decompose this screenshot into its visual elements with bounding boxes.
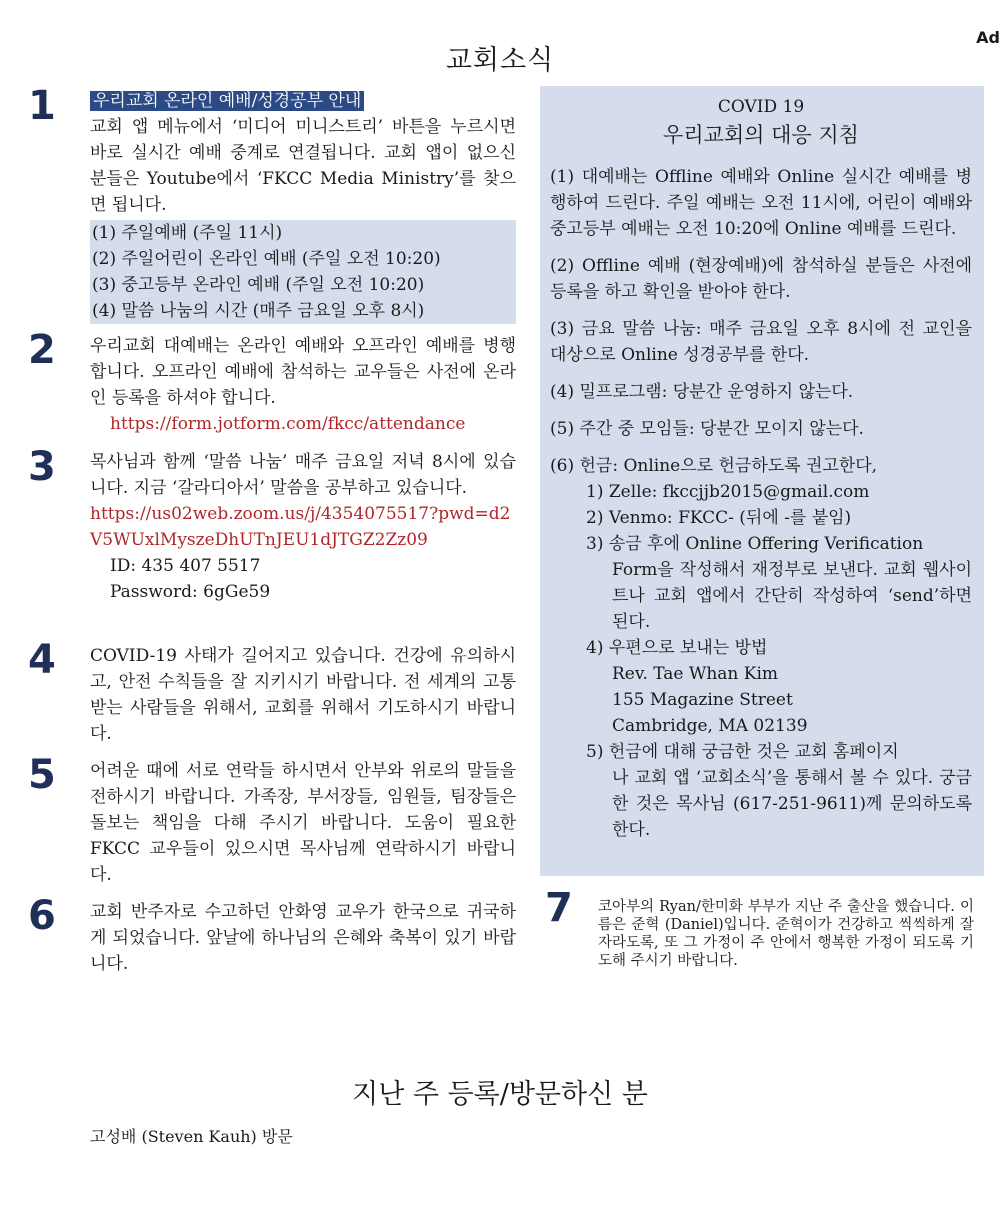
covid-item-4: (4) 밀프로그램: 당분간 운영하지 않는다. — [550, 382, 854, 402]
section-number-5: 5 — [28, 752, 56, 798]
address-city: Cambridge, MA 02139 — [612, 716, 808, 736]
corner-label: Ad — [976, 28, 1000, 47]
offering-step-3: 3) 송금 후에 Online Offering Verification — [586, 534, 924, 554]
schedule-item: (3) 중고등부 온라인 예배 (주일 오전 10:20) — [92, 275, 425, 295]
section-1 — [90, 88, 516, 324]
offering-venmo: 2) Venmo: FKCC- (뒤에 -를 붙임) — [586, 508, 852, 528]
schedule-item: (2) 주일어린이 온라인 예배 (주일 오전 10:20) — [92, 249, 441, 269]
offering-zelle: 1) Zelle: fkccjjb2015@gmail.com — [586, 482, 870, 502]
section-4 — [90, 643, 516, 747]
offering-mail: 4) 우편으로 보내는 방법 — [586, 638, 768, 658]
covid-guidelines-box — [540, 86, 984, 876]
visitors-title: 지난 주 등록/방문하신 분 — [352, 1079, 648, 1110]
section-1-schedule-list — [90, 220, 516, 324]
section-number-4: 4 — [28, 637, 56, 683]
section-number-6: 6 — [28, 893, 56, 939]
zoom-password: Password: 6gGe59 — [110, 582, 271, 602]
covid-item-3: (3) 금요 말씀 나눔: 매주 금요일 오후 8시에 전 교인을 대상으로 Online 성경공부를 한다. — [550, 319, 972, 365]
offering-questions: 5) 헌금에 대해 궁금한 것은 교회 홈페이지 — [586, 742, 899, 762]
section-7 — [598, 898, 974, 970]
zoom-id: ID: 435 407 5517 — [110, 556, 261, 576]
section-1-paragraph: 교회 앱 메뉴에서 ‘미디어 미니스트리’ 바튼을 누르시면 바로 실시간 예배 중계로 연결됩니다. 교회 앱이 없으신 분들은 Youtube에서 ‘FKCC Media Ministry’를 찾으면 됩니다. — [90, 117, 516, 215]
attendance-link[interactable]: https://form.jotform.com/fkcc/attendance — [110, 414, 466, 434]
schedule-item: (1) 주일예배 (주일 11시) — [92, 223, 283, 243]
page-title: 교회소식 — [445, 45, 555, 76]
section-6-paragraph: 교회 반주자로 수고하던 안화영 교우가 한국으로 귀국하게 되었습니다. 앞날에 하나님의 은혜와 축복이 있기 바랍니다. — [90, 902, 516, 974]
offering-step-3-detail: Form을 작성해서 재정부로 보낸다. 교회 웹사이트나 교회 앱에서 간단히 작성하여 ‘send’하면 된다. — [612, 560, 972, 632]
visitor-name: 고성배 (Steven Kauh) 방문 — [90, 1127, 293, 1146]
section-6 — [90, 899, 516, 977]
covid-item-5: (5) 주간 중 모임들: 당분간 모이지 않는다. — [550, 419, 864, 439]
section-5 — [90, 758, 516, 888]
section-number-7: 7 — [545, 885, 573, 931]
zoom-link[interactable]: https://us02web.zoom.us/j/4354075517?pwd=d2V5WUxlMyszeDhUTnJEU1dJTGZ2Zz09 — [90, 504, 511, 550]
covid-title: COVID 19 — [717, 97, 805, 117]
section-2-paragraph: 우리교회 대예배는 온라인 예배와 오프라인 예배를 병행합니다. 오프라인 예배에 참석하는 교우들은 사전에 온라인 등록을 하셔야 합니다. — [90, 336, 516, 408]
section-1-heading: 우리교회 온라인 예배/성경공부 안내 — [90, 91, 364, 111]
section-3 — [90, 449, 516, 605]
section-number-3: 3 — [28, 444, 56, 490]
section-5-paragraph: 어려운 때에 서로 연락들 하시면서 안부와 위로의 말들을 전하시기 바랍니다. 가족장, 부서장들, 임원들, 팀장들은 돌보는 책임을 다해 주시기 바랍니다. 도움이 필요한 FKCC 교우들이 있으시면 목사님께 연락하시기 바랍니다. — [90, 761, 516, 885]
address-name: Rev. Tae Whan Kim — [612, 664, 779, 684]
offering-questions-detail: 나 교회 앱 ‘교회소식’을 통해서 볼 수 있다. 궁금한 것은 목사님 (617-251-9611)께 문의하도록 한다. — [612, 768, 972, 840]
covid-item-2: (2) Offline 예배 (현장예배)에 참석하실 분들은 사전에 등록을 하고 확인을 받아야 한다. — [550, 256, 972, 302]
address-street: 155 Magazine Street — [612, 690, 793, 710]
schedule-item: (4) 말씀 나눔의 시간 (매주 금요일 오후 8시) — [92, 301, 425, 321]
section-3-paragraph: 목사님과 함께 ‘말씀 나눔’ 매주 금요일 저녁 8시에 있습니다. 지금 ‘갈라디아서’ 말씀을 공부하고 있습니다. — [90, 452, 516, 498]
covid-item-6: (6) 헌금: Online으로 헌금하도록 권고한다, — [550, 456, 878, 476]
section-4-paragraph: COVID-19 사태가 길어지고 있습니다. 건강에 유의하시고, 안전 수칙들을 잘 지키시기 바랍니다. 전 세계의 고통받는 사람들을 위해서, 교회를 위해서 기도하시기 바랍니다. — [90, 646, 516, 744]
section-2 — [90, 333, 516, 437]
section-7-paragraph: 코아부의 Ryan/한미화 부부가 지난 주 출산을 했습니다. 이름은 준혁 (Daniel)입니다. 준혁이가 건강하고 씩씩하게 잘 자라도록, 또 그 가정이 주 안에서 행복한 가정이 되도록 기도해 주시기 바랍니다. — [598, 899, 974, 969]
covid-item-1: (1) 대예배는 Offline 예배와 Online 실시간 예배를 병행하여 드린다. 주일 예배는 오전 11시에, 어린이 예배와 중고등부 예배는 오전 10:20에 Online 예배를 드린다. — [550, 167, 972, 239]
covid-subtitle: 우리교회의 대응 지침 — [663, 123, 859, 147]
section-number-1: 1 — [28, 83, 56, 129]
section-number-2: 2 — [28, 327, 56, 373]
